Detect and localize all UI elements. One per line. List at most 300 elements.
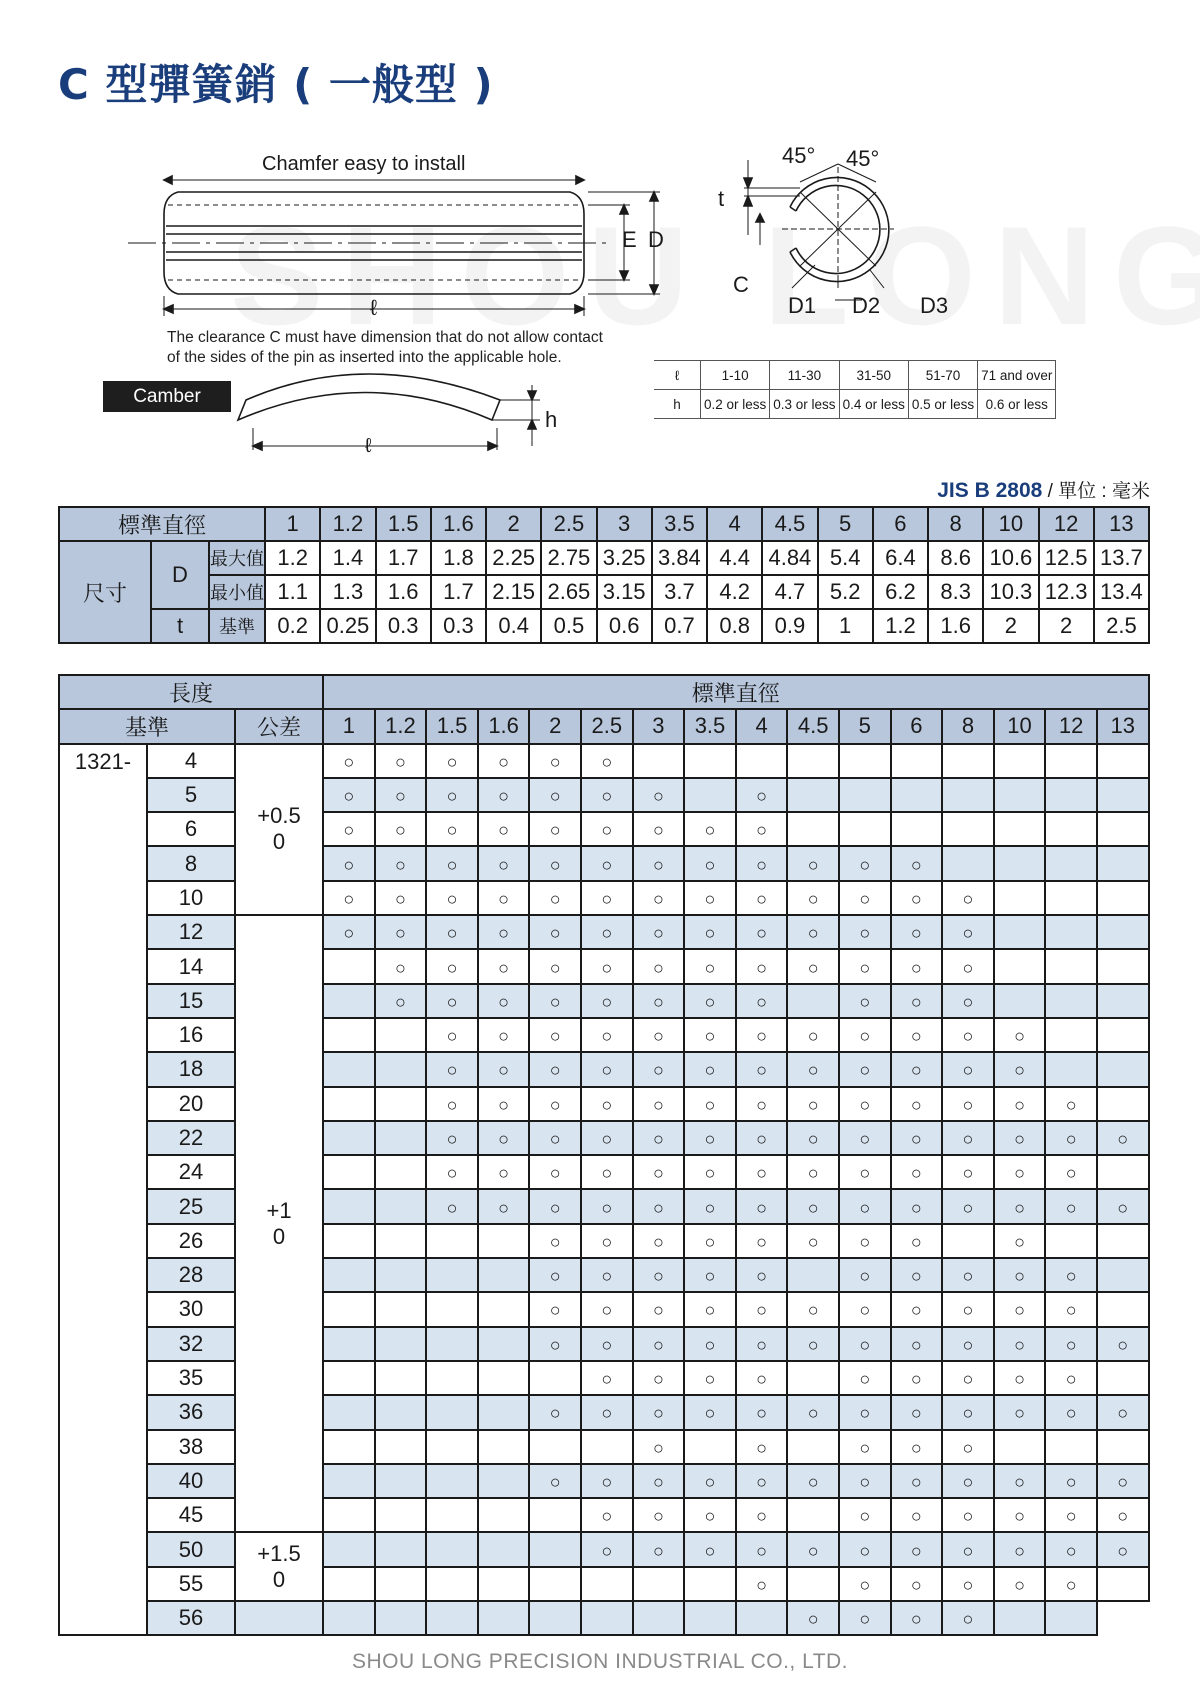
availability-cell [633, 1258, 685, 1292]
available-mark: ○ [652, 854, 664, 875]
availability-cell [581, 812, 633, 846]
dim-value-cell: 4.4 [707, 541, 762, 575]
availability-cell [1045, 778, 1097, 812]
available-mark: ○ [962, 1369, 974, 1390]
available-mark: ○ [859, 957, 871, 978]
availability-cell [1045, 1258, 1097, 1292]
availability-cell [478, 1601, 530, 1635]
length-cell: 24 [147, 1155, 235, 1189]
availability-cell [787, 984, 839, 1018]
available-mark: ○ [756, 1163, 768, 1184]
available-mark: ○ [446, 923, 458, 944]
available-mark: ○ [601, 1471, 613, 1492]
availability-cell [426, 1532, 478, 1566]
available-mark: ○ [859, 923, 871, 944]
base-header: 基準 [59, 709, 235, 743]
available-mark: ○ [807, 888, 819, 909]
available-mark: ○ [601, 1369, 613, 1390]
availability-cell [478, 949, 530, 983]
availability-cell [1045, 1464, 1097, 1498]
availability-cell [1097, 1430, 1149, 1464]
dim-value-cell: 2.25 [486, 541, 541, 575]
available-mark: ○ [859, 1506, 871, 1527]
table-row [59, 1258, 1149, 1292]
available-mark: ○ [652, 923, 664, 944]
len-diameter-cell: 1.2 [375, 709, 427, 743]
available-mark: ○ [652, 957, 664, 978]
available-mark: ○ [549, 1471, 561, 1492]
dim-value-cell: 1.4 [320, 541, 375, 575]
length-cell: 28 [147, 1258, 235, 1292]
availability-cell [529, 1155, 581, 1189]
available-mark: ○ [704, 957, 716, 978]
available-mark: ○ [601, 1231, 613, 1252]
availability-cell [684, 984, 736, 1018]
availability-cell [839, 1361, 891, 1395]
h-table-cell: 11-30 [770, 361, 839, 390]
availability-cell [942, 1189, 994, 1223]
available-mark: ○ [756, 786, 768, 807]
len-diameter-cell: 1.6 [478, 709, 530, 743]
availability-cell [323, 1258, 375, 1292]
availability-cell [736, 1464, 788, 1498]
availability-cell [323, 1498, 375, 1532]
dim-diameter-cell: 1.6 [431, 507, 486, 541]
c-label: C [733, 272, 749, 297]
table-row [59, 1361, 1149, 1395]
availability-cell [581, 881, 633, 915]
available-mark: ○ [704, 1266, 716, 1287]
available-mark: ○ [962, 1094, 974, 1115]
availability-cell [581, 1361, 633, 1395]
available-mark: ○ [704, 1094, 716, 1115]
available-mark: ○ [962, 1609, 974, 1630]
available-mark: ○ [1065, 1129, 1077, 1149]
availability-cell [478, 984, 530, 1018]
availability-cell [787, 1087, 839, 1121]
available-mark: ○ [652, 1026, 664, 1047]
availability-cell [942, 1430, 994, 1464]
availability-cell [323, 1155, 375, 1189]
available-mark: ○ [910, 1060, 922, 1081]
availability-cell [839, 881, 891, 915]
availability-cell [736, 744, 788, 778]
availability-cell [736, 1361, 788, 1395]
available-mark: ○ [704, 1129, 716, 1149]
availability-cell [994, 1224, 1046, 1258]
dim-diameter-cell: 6 [873, 507, 928, 541]
availability-cell [942, 1087, 994, 1121]
length-cell: 20 [147, 1087, 235, 1121]
availability-cell [994, 1532, 1046, 1566]
dim-value-cell: 0.9 [762, 609, 817, 643]
available-mark: ○ [910, 1129, 922, 1149]
dim-value-cell: 1.1 [265, 575, 320, 609]
tolerance-cell [235, 915, 323, 1532]
length-cell: 8 [147, 846, 235, 880]
availability-cell [1045, 1361, 1097, 1395]
available-mark: ○ [756, 1300, 768, 1321]
availability-cell [426, 812, 478, 846]
available-mark: ○ [498, 1094, 510, 1115]
dim-value-cell: 3.15 [597, 575, 652, 609]
availability-cell [684, 1567, 736, 1601]
available-mark: ○ [807, 1300, 819, 1321]
available-mark: ○ [1065, 1334, 1077, 1355]
tolerance-cell [235, 1532, 323, 1601]
available-mark: ○ [601, 1540, 613, 1561]
availability-cell [581, 1601, 633, 1635]
available-mark: ○ [910, 1163, 922, 1184]
availability-cell [942, 1532, 994, 1566]
availability-cell [684, 949, 736, 983]
availability-cell [375, 949, 427, 983]
available-mark: ○ [601, 751, 613, 772]
availability-cell [323, 1121, 375, 1155]
availability-cell [684, 846, 736, 880]
dim-value-cell: 8.3 [928, 575, 983, 609]
length-cell: 35 [147, 1361, 235, 1395]
availability-cell [323, 1532, 375, 1566]
availability-cell [891, 949, 943, 983]
available-mark: ○ [498, 1163, 510, 1184]
availability-cell [529, 1395, 581, 1429]
availability-cell [375, 812, 427, 846]
length-cell: 12 [147, 915, 235, 949]
available-mark: ○ [601, 1026, 613, 1047]
availability-cell [994, 1327, 1046, 1361]
availability-cell [787, 1395, 839, 1429]
len-diameter-cell: 2.5 [581, 709, 633, 743]
available-mark: ○ [394, 854, 406, 875]
availability-cell [375, 1018, 427, 1052]
available-mark: ○ [807, 1197, 819, 1218]
available-mark: ○ [601, 923, 613, 944]
availability-cell [426, 1052, 478, 1086]
availability-cell [633, 1052, 685, 1086]
len-diameter-cell: 13 [1097, 709, 1149, 743]
len-diameter-cell: 12 [1045, 709, 1097, 743]
availability-cell [1097, 1567, 1149, 1601]
availability-cell [478, 1292, 530, 1326]
dimension-table [58, 506, 1150, 644]
availability-cell [529, 1601, 581, 1635]
availability-cell [942, 1567, 994, 1601]
availability-cell [994, 915, 1046, 949]
availability-cell [426, 1327, 478, 1361]
availability-cell [684, 812, 736, 846]
availability-cell [633, 1087, 685, 1121]
availability-cell [839, 846, 891, 880]
availability-cell [478, 812, 530, 846]
availability-cell [1045, 1292, 1097, 1326]
len-diameter-cell: 1.5 [426, 709, 478, 743]
dim-row [59, 575, 1149, 609]
availability-cell [787, 1018, 839, 1052]
t-label: t [718, 186, 725, 211]
tolerance-lower: 0 [272, 829, 286, 855]
availability-cell [1045, 915, 1097, 949]
availability-cell [633, 1395, 685, 1429]
length-cell: 32 [147, 1327, 235, 1361]
len-diameter-cell: 3.5 [684, 709, 736, 743]
available-mark: ○ [859, 1129, 871, 1149]
availability-cell [684, 1601, 736, 1635]
standard-note [937, 476, 1150, 503]
availability-cell [787, 1601, 839, 1635]
available-mark: ○ [910, 1231, 922, 1252]
available-mark: ○ [756, 854, 768, 875]
table-row [59, 778, 1149, 812]
available-mark: ○ [1065, 1266, 1077, 1287]
available-mark: ○ [962, 1574, 974, 1595]
available-mark: ○ [549, 991, 561, 1012]
available-mark: ○ [807, 1609, 819, 1630]
angle-right-label: 45° [846, 146, 880, 171]
availability-cell [1045, 1224, 1097, 1258]
available-mark: ○ [652, 820, 664, 841]
availability-cell [323, 812, 375, 846]
available-mark: ○ [652, 1369, 664, 1390]
availability-cell [942, 846, 994, 880]
available-mark: ○ [601, 820, 613, 841]
availability-cell [633, 846, 685, 880]
availability-cell [633, 812, 685, 846]
h-table-row [654, 361, 1056, 390]
table-row [59, 1087, 1149, 1121]
available-mark: ○ [807, 854, 819, 875]
table-row [59, 1327, 1149, 1361]
availability-cell [323, 1292, 375, 1326]
available-mark: ○ [549, 888, 561, 909]
availability-cell [1097, 1121, 1149, 1155]
available-mark: ○ [704, 1506, 716, 1527]
availability-cell [633, 1018, 685, 1052]
table-row [59, 1498, 1149, 1532]
dim-value-cell: 5.4 [818, 541, 873, 575]
available-mark: ○ [1014, 1300, 1025, 1321]
availability-cell [1097, 949, 1149, 983]
availability-cell [1097, 1464, 1149, 1498]
camber-h-table [654, 360, 1056, 419]
available-mark: ○ [859, 1300, 871, 1321]
part-prefix: 1321- [59, 744, 147, 1636]
availability-cell [323, 1018, 375, 1052]
available-mark: ○ [704, 1471, 716, 1492]
availability-cell [839, 778, 891, 812]
available-mark: ○ [756, 1403, 768, 1424]
dim-row [59, 609, 1149, 643]
dim-value-cell: 1.6 [928, 609, 983, 643]
available-mark: ○ [962, 991, 974, 1012]
availability-cell [787, 1498, 839, 1532]
availability-cell [839, 744, 891, 778]
availability-cell [839, 1498, 891, 1532]
availability-cell [581, 915, 633, 949]
dim-value-cell: 0.8 [707, 609, 762, 643]
available-mark: ○ [1014, 1060, 1025, 1081]
availability-cell [787, 1327, 839, 1361]
available-mark: ○ [601, 1300, 613, 1321]
length-cell: 25 [147, 1189, 235, 1223]
available-mark: ○ [446, 1197, 458, 1218]
available-mark: ○ [859, 1060, 871, 1081]
dim-value-cell: 1.8 [431, 541, 486, 575]
available-mark: ○ [652, 786, 664, 807]
availability-cell [529, 744, 581, 778]
available-mark: ○ [498, 820, 510, 841]
availability-cell [684, 1395, 736, 1429]
availability-cell [235, 1601, 323, 1635]
availability-cell [1045, 1430, 1097, 1464]
length-label: ℓ [370, 295, 378, 320]
available-mark: ○ [962, 1163, 974, 1184]
availability-cell [529, 1361, 581, 1395]
d2-label: D2 [852, 293, 881, 318]
available-mark: ○ [1065, 1163, 1077, 1184]
available-mark: ○ [601, 786, 613, 807]
available-mark: ○ [859, 1334, 871, 1355]
availability-cell [839, 1224, 891, 1258]
availability-cell [323, 1395, 375, 1429]
length-cell: 45 [147, 1498, 235, 1532]
available-mark: ○ [1117, 1471, 1129, 1492]
availability-cell [1045, 984, 1097, 1018]
available-mark: ○ [601, 1334, 613, 1355]
availability-cell [684, 915, 736, 949]
availability-cell [684, 1498, 736, 1532]
availability-cell [478, 1361, 530, 1395]
available-mark: ○ [549, 1231, 561, 1252]
available-mark: ○ [807, 957, 819, 978]
dim-diameter-cell: 4.5 [762, 507, 817, 541]
availability-cell [891, 1224, 943, 1258]
available-mark: ○ [601, 1129, 613, 1149]
dim-value-cell: 4.84 [762, 541, 817, 575]
availability-cell [426, 1361, 478, 1395]
d-label: D [648, 227, 664, 252]
availability-cell [942, 915, 994, 949]
availability-cell [581, 984, 633, 1018]
dim-value-cell: 3.25 [597, 541, 652, 575]
length-cell: 6 [147, 812, 235, 846]
availability-cell [581, 1224, 633, 1258]
available-mark: ○ [859, 1540, 871, 1561]
dim-value-cell: 0.4 [486, 609, 541, 643]
availability-cell [684, 1361, 736, 1395]
available-mark: ○ [1014, 1471, 1025, 1492]
dim-diameter-cell: 8 [928, 507, 983, 541]
availability-cell [478, 1155, 530, 1189]
h-table-row [654, 390, 1056, 419]
h-table-cell: 31-50 [839, 361, 908, 390]
dim-value-cell: 0.3 [431, 609, 486, 643]
availability-cell [891, 1327, 943, 1361]
available-mark: ○ [756, 1369, 768, 1390]
availability-cell [375, 1258, 427, 1292]
h-table-cell: 0.6 or less [978, 390, 1056, 419]
available-mark: ○ [1117, 1506, 1129, 1527]
availability-cell [375, 1601, 427, 1635]
availability-cell [839, 1292, 891, 1326]
dim-value-cell: 1.3 [320, 575, 375, 609]
available-mark: ○ [1117, 1540, 1129, 1561]
dim-value-cell: 2 [983, 609, 1038, 643]
availability-cell [839, 1395, 891, 1429]
availability-cell [994, 1155, 1046, 1189]
availability-cell [839, 1189, 891, 1223]
available-mark: ○ [394, 820, 406, 841]
available-mark: ○ [394, 991, 406, 1012]
availability-cell [426, 915, 478, 949]
dim-value-cell: 13.7 [1094, 541, 1149, 575]
availability-cell [581, 1430, 633, 1464]
availability-cell [581, 1258, 633, 1292]
available-mark: ○ [756, 1094, 768, 1115]
availability-cell [1045, 846, 1097, 880]
table-row [59, 949, 1149, 983]
availability-cell [684, 1532, 736, 1566]
availability-cell [478, 1327, 530, 1361]
availability-cell [529, 846, 581, 880]
availability-cell [581, 744, 633, 778]
availability-cell [633, 949, 685, 983]
availability-cell [994, 1258, 1046, 1292]
available-mark: ○ [652, 1060, 664, 1081]
availability-cell [478, 744, 530, 778]
table-row [59, 744, 1149, 778]
dim-value-cell: 8.6 [928, 541, 983, 575]
availability-cell [891, 1567, 943, 1601]
availability-cell [942, 744, 994, 778]
availability-cell [581, 949, 633, 983]
len-diameter-cell: 2 [529, 709, 581, 743]
available-mark: ○ [549, 751, 561, 772]
available-mark: ○ [601, 1403, 613, 1424]
availability-cell [426, 1464, 478, 1498]
table-row [59, 1532, 1149, 1566]
available-mark: ○ [962, 1540, 974, 1561]
availability-cell [1097, 812, 1149, 846]
availability-cell [891, 1121, 943, 1155]
dim-value-cell: 0.5 [541, 609, 596, 643]
available-mark: ○ [446, 820, 458, 841]
availability-cell [891, 1430, 943, 1464]
available-mark: ○ [601, 1266, 613, 1287]
available-mark: ○ [859, 1026, 871, 1047]
availability-cell [839, 984, 891, 1018]
availability-cell [942, 1464, 994, 1498]
available-mark: ○ [343, 888, 355, 909]
availability-cell [684, 1189, 736, 1223]
dim-value-cell: 1.7 [431, 575, 486, 609]
availability-cell [581, 1087, 633, 1121]
table-row [59, 846, 1149, 880]
table-row [59, 1155, 1149, 1189]
availability-cell [994, 1018, 1046, 1052]
availability-cell [478, 778, 530, 812]
availability-cell [994, 1430, 1046, 1464]
available-mark: ○ [446, 1129, 458, 1149]
availability-cell [323, 744, 375, 778]
dim-value-cell: 13.4 [1094, 575, 1149, 609]
availability-cell [942, 1224, 994, 1258]
availability-cell [529, 1258, 581, 1292]
availability-cell [633, 1532, 685, 1566]
availability-cell [478, 1052, 530, 1086]
len-diameter-cell: 6 [891, 709, 943, 743]
available-mark: ○ [756, 991, 768, 1012]
